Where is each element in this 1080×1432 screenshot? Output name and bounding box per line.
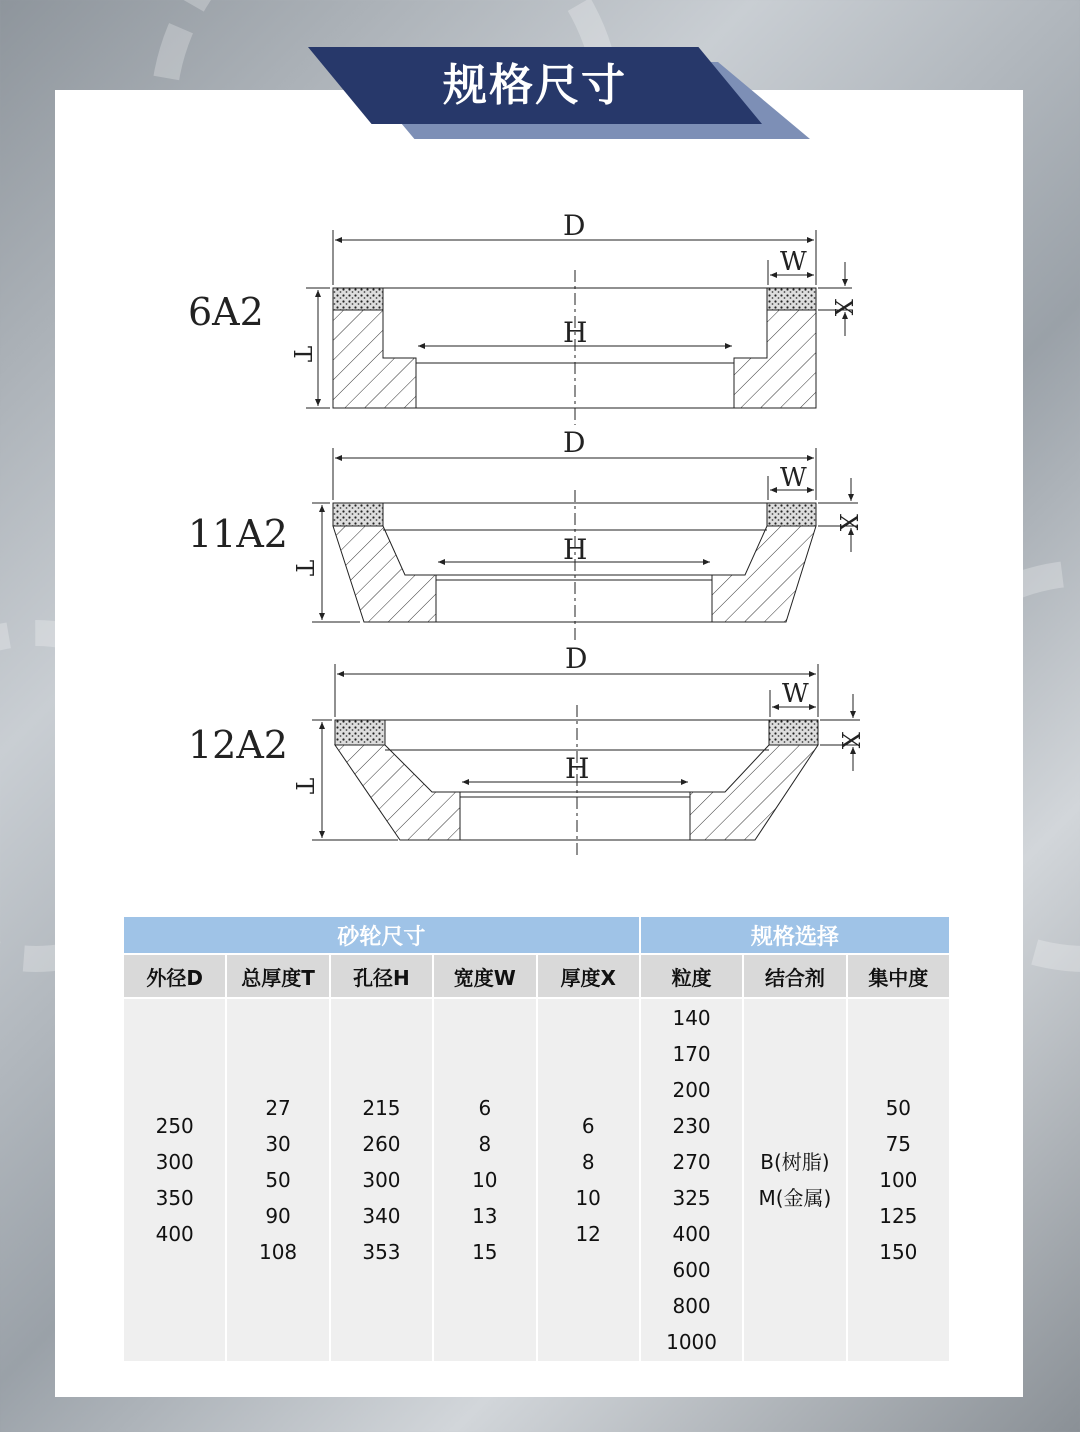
list-item: 170 (672, 1042, 711, 1066)
col-header-outer-d: 外径D (124, 955, 225, 997)
model-label-11a2: 11A2 (188, 512, 288, 556)
list-item: 8 (581, 1150, 595, 1174)
dim-x: X (834, 514, 862, 532)
dim-h: H (563, 316, 588, 349)
model-label-6a2: 6A2 (188, 290, 264, 334)
list-item: 800 (672, 1294, 711, 1318)
dim-x: X (836, 732, 864, 750)
list-grit (642, 1000, 741, 1360)
list-item: 10 (472, 1168, 498, 1192)
list-item: 50 (885, 1096, 912, 1120)
list-item: 13 (472, 1204, 498, 1228)
list-item: 100 (879, 1168, 918, 1192)
list-item: 50 (265, 1168, 291, 1192)
list-item: 150 (879, 1240, 918, 1264)
list-item: 27 (265, 1096, 291, 1120)
list-item: 270 (672, 1150, 711, 1174)
col-header-bond: 结合剂 (744, 955, 845, 997)
dim-t: T (288, 346, 316, 363)
list-item: 350 (155, 1186, 194, 1210)
list-item: 400 (672, 1222, 711, 1246)
list-item: 6 (581, 1114, 595, 1138)
list-bond (745, 1144, 844, 1216)
dim-d: D (565, 642, 588, 675)
list-item: 200 (672, 1078, 711, 1102)
list-item: 140 (672, 1006, 711, 1030)
list-item: 15 (472, 1240, 498, 1264)
list-item: 325 (672, 1186, 711, 1210)
dim-h: H (565, 752, 590, 785)
spec-table (122, 915, 951, 1363)
col-header-concentration: 集中度 (848, 955, 949, 997)
list-item: 75 (885, 1132, 912, 1156)
list-thickness-x (539, 1108, 638, 1252)
list-item: 353 (362, 1240, 401, 1264)
column-header-row (124, 955, 949, 997)
group-header-wheel-size: 砂轮尺寸 (124, 917, 639, 953)
list-item: 108 (258, 1240, 298, 1264)
list-item: B(树脂) (760, 1150, 830, 1174)
dim-w: W (782, 679, 809, 709)
list-width-w (435, 1090, 534, 1270)
list-concentration (849, 1090, 948, 1270)
list-item: 400 (155, 1222, 194, 1246)
list-item: 340 (362, 1204, 401, 1228)
list-item: 90 (265, 1204, 291, 1228)
list-item: 250 (155, 1114, 194, 1138)
dim-d: D (563, 209, 586, 242)
dim-w: W (780, 247, 807, 277)
model-label-12a2: 12A2 (188, 723, 288, 767)
table-row (124, 999, 949, 1361)
list-item: 300 (362, 1168, 401, 1192)
list-item: 230 (672, 1114, 711, 1138)
list-hole-h (332, 1090, 431, 1270)
group-header-spec-select: 规格选择 (641, 917, 949, 953)
col-header-thickness-t: 总厚度T (227, 955, 328, 997)
col-header-width-w: 宽度W (434, 955, 535, 997)
list-item: 260 (362, 1132, 401, 1156)
list-item: 6 (478, 1096, 492, 1120)
col-header-thickness-x: 厚度X (538, 955, 639, 997)
col-header-grit: 粒度 (641, 955, 742, 997)
dim-h: H (563, 533, 588, 566)
page-title: 规格尺寸 (443, 60, 627, 111)
dim-t: T (290, 560, 318, 577)
diagram-12a2 (188, 642, 864, 855)
list-item: 300 (155, 1150, 194, 1174)
list-item: 215 (362, 1096, 401, 1120)
list-thickness-t (228, 1090, 327, 1270)
col-header-hole-h: 孔径H (331, 955, 432, 997)
diagram-11a2 (188, 426, 862, 640)
list-item: 125 (879, 1204, 918, 1228)
list-item: 600 (672, 1258, 711, 1282)
dim-t: T (290, 778, 318, 795)
list-item: 12 (575, 1222, 601, 1246)
list-item: M(金属) (758, 1186, 832, 1210)
list-item: 8 (478, 1132, 492, 1156)
list-item: 30 (265, 1132, 291, 1156)
group-header-row (124, 917, 949, 953)
dim-x: X (829, 299, 857, 317)
diagram-6a2 (188, 209, 857, 425)
dim-d: D (563, 426, 586, 459)
list-outer-d (125, 1108, 224, 1252)
list-item: 1000 (666, 1330, 718, 1354)
dim-w: W (780, 463, 807, 493)
list-item: 10 (575, 1186, 601, 1210)
